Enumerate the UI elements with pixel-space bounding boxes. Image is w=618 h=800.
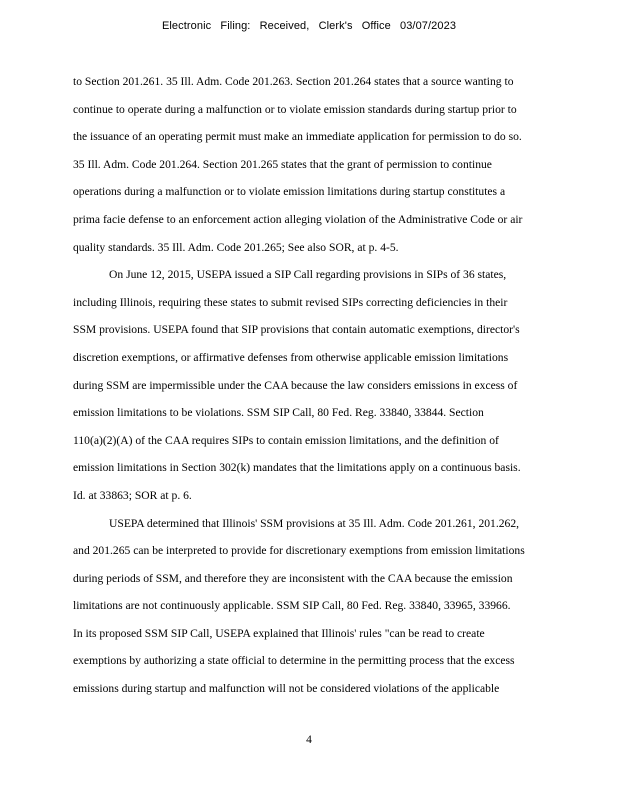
text-line: operations during a malfunction or to violate emission limitations during startup constitutes a	[73, 185, 506, 199]
text-line: quality standards. 35 Ill. Adm. Code 201.265; See also SOR, at p. 4-5.	[73, 240, 399, 254]
text-line: prima facie defense to an enforcement action alleging violation of the Administrative Code or air	[73, 212, 523, 226]
text-line: exemptions by authorizing a state official to determine in the permitting process that the excess	[73, 654, 515, 668]
paragraph-2	[73, 261, 603, 509]
text-line: to Section 201.261. 35 Ill. Adm. Code 201.263. Section 201.264 states that a source wanting to	[73, 75, 514, 88]
text-line: emissions during startup and malfunction will not be considered violations of the applicable	[73, 682, 500, 696]
text-line: and 201.265 can be interpreted to provide for discretionary exemptions from emission limitations	[73, 544, 525, 558]
text-line: In its proposed SSM SIP Call, USEPA explained that Illinois' rules "can be read to create	[73, 626, 485, 640]
page-number: 4	[306, 734, 312, 746]
text-line: discretion exemptions, or affirmative defenses from otherwise applicable emission limitations	[73, 350, 509, 364]
text-line: On June 12, 2015, USEPA issued a SIP Call regarding provisions in SIPs of 36 states,	[109, 268, 507, 282]
text-line: 110(a)(2)(A) of the CAA requires SIPs to contain emission limitations, and the definition of	[73, 433, 499, 447]
text-line: limitations are not continuously applicable. SSM SIP Call, 80 Fed. Reg. 33840, 33965, 33966.	[73, 599, 511, 613]
text-line: continue to operate during a malfunction or to violate emission standards during startup prior to	[73, 102, 517, 116]
paragraph-1	[73, 68, 603, 261]
text-line: including Illinois, requiring these states to submit revised SIPs correcting deficiencies in their	[73, 295, 508, 309]
text-line: emission limitations in Section 302(k) mandates that the limitations apply on a continuous basis.	[73, 461, 521, 475]
filing-header: Electronic Filing: Received, Clerk's Office 03/07/2023	[161, 20, 457, 32]
text-line: Id. at 33863; SOR at p. 6.	[73, 488, 192, 502]
text-line: during periods of SSM, and therefore they are inconsistent with the CAA because the emission	[73, 571, 513, 585]
text-line: during SSM are impermissible under the CAA because the law considers emissions in excess of	[73, 378, 518, 392]
text-line: emission limitations to be violations. SSM SIP Call, 80 Fed. Reg. 33840, 33844. Section	[73, 406, 484, 420]
paragraph-3	[73, 510, 603, 703]
text-line: USEPA determined that Illinois' SSM provisions at 35 Ill. Adm. Code 201.261, 201.262,	[109, 516, 520, 530]
text-line: 35 Ill. Adm. Code 201.264. Section 201.265 states that the grant of permission to continue	[73, 157, 492, 171]
document-body	[73, 68, 603, 703]
text-line: SSM provisions. USEPA found that SIP provisions that contain automatic exemptions, director's	[73, 323, 520, 337]
text-line: the issuance of an operating permit must make an immediate application for permission to do so.	[73, 130, 522, 144]
